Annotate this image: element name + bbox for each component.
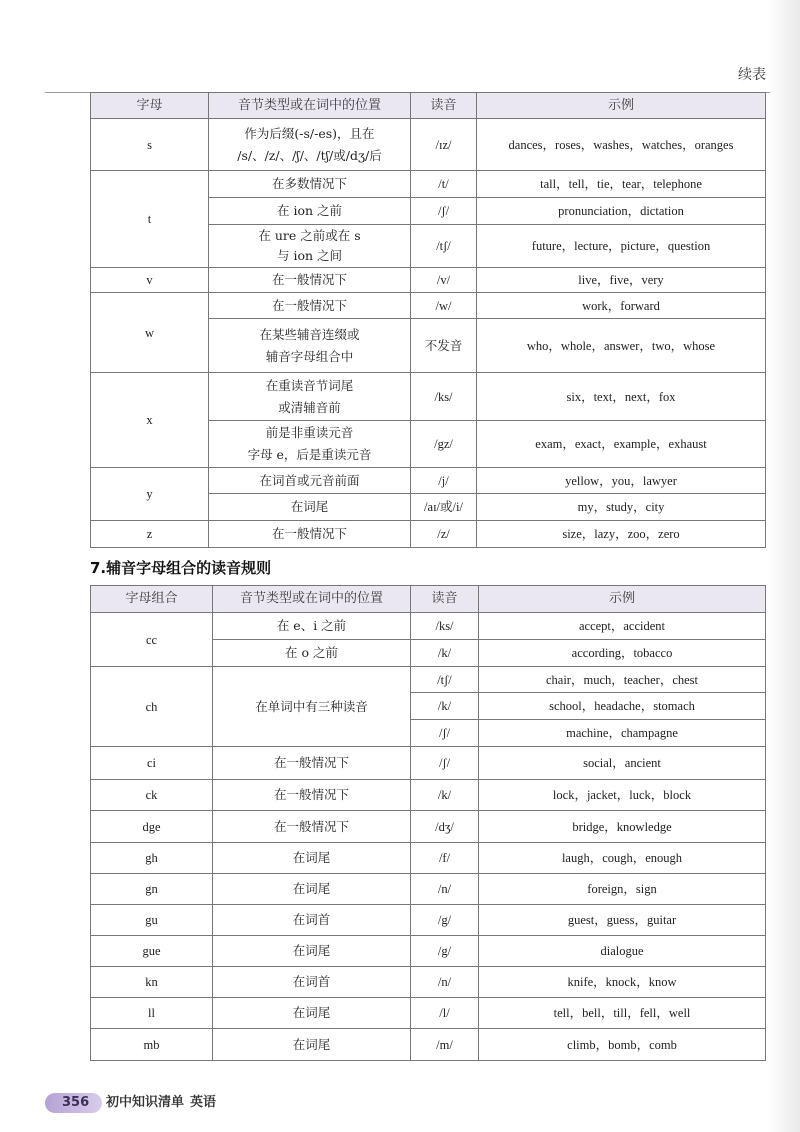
examples-cell: yellow，you，lawyer	[477, 468, 766, 494]
position-cell: 在词首	[213, 905, 411, 936]
sound-cell: /n/	[411, 874, 479, 905]
examples-cell: my，study，city	[477, 494, 766, 521]
combo-cell: ll	[91, 998, 213, 1029]
position-line: 辅音字母组合中	[265, 348, 354, 364]
table-header-row	[91, 586, 766, 613]
column-header-position: 音节类型或在词中的位置	[213, 586, 411, 613]
combo-cell: gu	[91, 905, 213, 936]
position-cell	[209, 373, 411, 421]
table-row	[91, 843, 766, 874]
examples-cell: dialogue	[479, 936, 766, 967]
letter-pronunciation-table	[90, 92, 766, 548]
sound-cell: /k/	[411, 693, 479, 720]
page-edge-shading	[768, 0, 800, 1132]
table-row	[91, 998, 766, 1029]
table-row	[91, 747, 766, 780]
examples-cell: according，tobacco	[479, 640, 766, 667]
footer-book-title	[106, 1094, 216, 1112]
position-cell: 在词首或元音前面	[209, 468, 411, 494]
combo-cell: gh	[91, 843, 213, 874]
sound-cell: /ʃ/	[411, 720, 479, 747]
examples-cell: school，headache，stomach	[479, 693, 766, 720]
page-number: 356	[62, 1095, 90, 1110]
letter-cell: t	[91, 171, 209, 268]
position-cell: 在单词中有三种读音	[213, 667, 411, 747]
position-cell: 在词尾	[213, 1029, 411, 1061]
examples-cell: foreign，sign	[479, 874, 766, 905]
position-line: 作为后缀(-s/-es)，且在	[244, 125, 375, 141]
table-row	[91, 119, 766, 171]
position-cell: 在词尾	[209, 494, 411, 521]
examples-cell: knife，knock，know	[479, 967, 766, 998]
combo-cell: cc	[91, 613, 213, 667]
combo-cell: ck	[91, 780, 213, 811]
letter-cell: s	[91, 119, 209, 171]
examples-cell: dances，roses，washes，watches，oranges	[477, 119, 766, 171]
sound-cell: /k/	[411, 780, 479, 811]
examples-cell: size，lazy，zoo，zero	[477, 521, 766, 548]
examples-cell: work，forward	[477, 293, 766, 319]
column-header-combo: 字母组合	[91, 586, 213, 613]
examples-cell: guest，guess，guitar	[479, 905, 766, 936]
sound-cell: /z/	[411, 521, 477, 548]
position-line: 字母 e，后是重读元音	[247, 447, 372, 462]
table-row	[91, 905, 766, 936]
section-title: 7.辅音字母组合的读音规则	[90, 559, 272, 577]
combo-cell: gn	[91, 874, 213, 905]
table-row	[91, 667, 766, 693]
examples-cell: tell，bell，till，fell，well	[479, 998, 766, 1029]
letter-cell: y	[91, 468, 209, 521]
position-cell: 在 ion 之前	[209, 198, 411, 225]
examples-cell: climb，bomb，comb	[479, 1029, 766, 1061]
combo-cell: mb	[91, 1029, 213, 1061]
sound-cell: /n/	[411, 967, 479, 998]
table-row	[91, 171, 766, 198]
examples-cell: lock，jacket，luck，block	[479, 780, 766, 811]
column-header-letter: 字母	[91, 93, 209, 119]
position-cell: 在 e、i 之前	[213, 613, 411, 640]
sound-cell: /m/	[411, 1029, 479, 1061]
book-subject: 英语	[190, 1095, 217, 1110]
position-cell: 在一般情况下	[213, 780, 411, 811]
sound-cell: /aɪ/或/i/	[411, 494, 477, 521]
table-row	[91, 613, 766, 640]
sound-cell: /ʃ/	[411, 198, 477, 225]
examples-cell: laugh，cough，enough	[479, 843, 766, 874]
position-cell	[209, 119, 411, 171]
position-line: /s/、/z/、/ʃ/、/tʃ/或/dʒ/后	[237, 147, 382, 163]
column-header-position: 音节类型或在词中的位置	[209, 93, 411, 119]
table-row	[91, 936, 766, 967]
table-row	[91, 780, 766, 811]
letter-cell: w	[91, 293, 209, 373]
position-cell: 在词尾	[213, 936, 411, 967]
sound-cell: /ɪz/	[411, 119, 477, 171]
position-cell: 在词尾	[213, 998, 411, 1029]
position-line: 与 ion 之间	[276, 248, 343, 263]
position-line: 前是非重读元音	[265, 425, 354, 440]
table-row	[91, 967, 766, 998]
sound-cell: /tʃ/	[411, 667, 479, 693]
examples-cell: machine，champagne	[479, 720, 766, 747]
examples-cell: pronunciation，dictation	[477, 198, 766, 225]
table-row	[91, 874, 766, 905]
examples-cell: accept，accident	[479, 613, 766, 640]
examples-cell: bridge，knowledge	[479, 811, 766, 843]
sound-cell: /k/	[411, 640, 479, 667]
sound-cell: /t/	[411, 171, 477, 198]
examples-cell: social，ancient	[479, 747, 766, 780]
sound-cell: /g/	[411, 936, 479, 967]
position-cell: 在一般情况下	[209, 293, 411, 319]
sound-cell: /l/	[411, 998, 479, 1029]
sound-cell: /dʒ/	[411, 811, 479, 843]
combo-cell: dge	[91, 811, 213, 843]
sound-cell: /f/	[411, 843, 479, 874]
examples-cell: exam，exact，example，exhaust	[477, 421, 766, 468]
sound-cell: /ks/	[411, 613, 479, 640]
position-cell	[209, 319, 411, 373]
position-line: 或清辅音前	[278, 399, 341, 415]
letter-cell: x	[91, 373, 209, 468]
combo-cell: ch	[91, 667, 213, 747]
position-line: 在某些辅音连缀或	[259, 326, 360, 342]
table-row	[91, 1029, 766, 1061]
position-cell: 在一般情况下	[209, 268, 411, 293]
sound-cell: /tʃ/	[411, 225, 477, 268]
column-header-sound: 读音	[411, 93, 477, 119]
examples-cell: six，text，next，fox	[477, 373, 766, 421]
table-row	[91, 811, 766, 843]
sound-cell: /v/	[411, 268, 477, 293]
sound-cell: /w/	[411, 293, 477, 319]
position-cell: 在词尾	[213, 843, 411, 874]
sound-cell: 不发音	[411, 319, 477, 373]
table-row	[91, 521, 766, 548]
column-header-examples: 示例	[479, 586, 766, 613]
sound-cell: /ʃ/	[411, 747, 479, 780]
table-row	[91, 293, 766, 319]
sound-cell: /ks/	[411, 373, 477, 421]
letter-combination-table	[90, 585, 766, 1061]
position-cell: 在 o 之前	[213, 640, 411, 667]
table-row	[91, 468, 766, 494]
column-header-sound: 读音	[411, 586, 479, 613]
letter-cell: z	[91, 521, 209, 548]
examples-cell: who，whole，answer，two，whose	[477, 319, 766, 373]
examples-cell: tall，tell，tie，tear，telephone	[477, 171, 766, 198]
position-cell: 在一般情况下	[209, 521, 411, 548]
table-header-row	[91, 93, 766, 119]
continued-label: 续表	[738, 67, 766, 83]
position-cell	[209, 421, 411, 468]
column-header-examples: 示例	[477, 93, 766, 119]
position-line: 在重读音节词尾	[265, 377, 354, 393]
examples-cell: future，lecture，picture，question	[477, 225, 766, 268]
book-title: 初中知识清单	[106, 1095, 185, 1110]
sound-cell: /j/	[411, 468, 477, 494]
combo-cell: kn	[91, 967, 213, 998]
combo-cell: gue	[91, 936, 213, 967]
examples-cell: live，five，very	[477, 268, 766, 293]
position-cell: 在一般情况下	[213, 747, 411, 780]
position-cell: 在词首	[213, 967, 411, 998]
table-row	[91, 373, 766, 421]
sound-cell: /g/	[411, 905, 479, 936]
table-row	[91, 268, 766, 293]
examples-cell: chair，much，teacher，chest	[479, 667, 766, 693]
combo-cell: ci	[91, 747, 213, 780]
position-cell: 在词尾	[213, 874, 411, 905]
position-cell: 在多数情况下	[209, 171, 411, 198]
letter-cell: v	[91, 268, 209, 293]
position-cell: 在一般情况下	[213, 811, 411, 843]
position-line: 在 ure 之前或在 s	[258, 228, 361, 243]
sound-cell: /gz/	[411, 421, 477, 468]
position-cell	[209, 225, 411, 268]
